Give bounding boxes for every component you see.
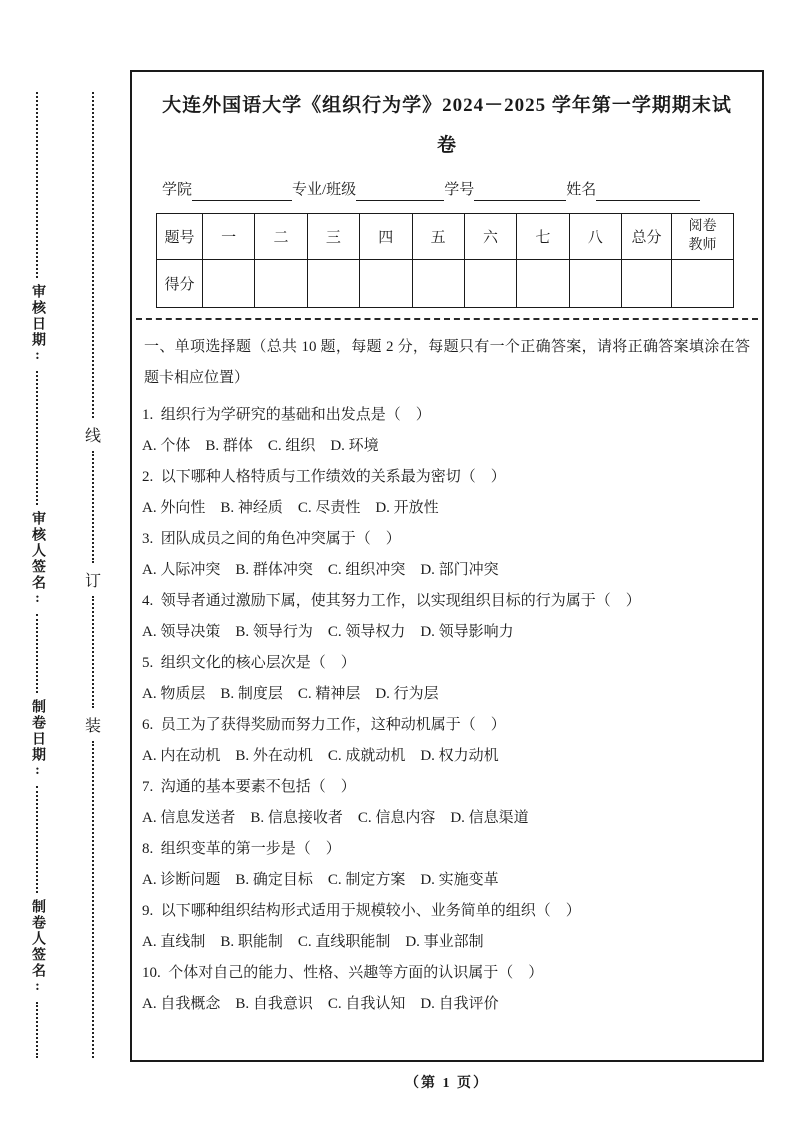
question-options: A. 领导决策 B. 领导行为 C. 领导权力 D. 领导影响力 [142,624,514,640]
score-cell-empty [307,260,359,308]
score-cell-empty [412,260,464,308]
question-block [142,958,752,1020]
score-table-header-row [157,214,734,260]
question-stem: 10. 个体对自己的能力、性格、兴趣等方面的认识属于（ ） [142,965,544,981]
exam-title-line1: 大连外国语大学《组织行为学》2024－2025 学年第一学期期末试 [162,95,732,116]
question-stem: 8. 组织变革的第一步是（ ） [142,841,341,857]
page-footer: （第 1 页） [405,1076,489,1091]
info-field-label: 专业/班级 [292,182,357,198]
binding-char: 线 [84,428,101,446]
question-options: A. 直线制 B. 职能制 C. 直线职能制 D. 事业部制 [142,934,484,950]
info-field-blank [474,181,566,201]
score-table-row2-label: 得分 [157,260,203,308]
dotted-binding-line [92,741,94,1058]
question-options: A. 人际冲突 B. 群体冲突 C. 组织冲突 D. 部门冲突 [142,562,499,578]
question-stem: 6. 员工为了获得奖励而努力工作，这种动机属于（ ） [142,717,506,733]
dotted-binding-line [36,92,38,278]
binding-char: 装 [84,718,101,736]
question-block [142,524,752,586]
score-col-header: 三 [307,214,359,260]
score-cell-empty [517,260,569,308]
score-cell-empty [255,260,307,308]
score-table-row1-label: 题号 [157,214,203,260]
question-stem: 1. 组织行为学研究的基础和出发点是（ ） [142,407,431,423]
margin-label: 审核日期: [30,283,45,365]
score-cell-empty [360,260,412,308]
question-options: A. 自我概念 B. 自我意识 C. 自我认知 D. 自我评价 [142,996,499,1012]
dotted-binding-line [36,371,38,506]
dotted-binding-line [92,596,94,708]
info-field-blank [596,181,700,201]
score-table [156,213,734,308]
score-cell-empty [464,260,516,308]
question-options: A. 信息发送者 B. 信息接收者 C. 信息内容 D. 信息渠道 [142,810,529,826]
questions-list [142,400,752,1020]
margin-label: 审核人签名: [30,511,45,609]
grader-header-text: 阅卷教师 [688,218,717,253]
dotted-binding-line [36,786,38,893]
question-stem: 7. 沟通的基本要素不包括（ ） [142,779,356,795]
score-col-header: 总分 [622,214,672,260]
dotted-binding-line [36,1002,38,1058]
question-options: A. 个体 B. 群体 C. 组织 D. 环境 [142,438,379,454]
binding-char: 订 [84,573,101,591]
exam-content-box [130,70,764,1062]
score-col-header: 二 [255,214,307,260]
score-cell-empty [622,260,672,308]
score-cell-empty [203,260,255,308]
score-cell-empty [672,260,734,308]
score-col-header: 一 [203,214,255,260]
question-options: A. 内在动机 B. 外在动机 C. 成就动机 D. 权力动机 [142,748,499,764]
score-col-header [672,214,734,260]
question-stem: 4. 领导者通过激励下属，使其努力工作，以实现组织目标的行为属于（ ） [142,593,641,609]
dotted-binding-line [92,451,94,563]
dotted-binding-line [36,614,38,693]
student-info-line [162,178,736,201]
question-stem: 9. 以下哪种组织结构形式适用于规模较小、业务简单的组织（ ） [142,903,581,919]
info-field-blank [356,181,444,201]
info-field-label: 姓名 [566,182,597,198]
question-options: A. 诊断问题 B. 确定目标 C. 制定方案 D. 实施变革 [142,872,499,888]
question-block [142,462,752,524]
score-cell-empty [569,260,621,308]
info-field-blank [192,181,292,201]
dotted-binding-line [92,92,94,418]
exam-title-line2: 卷 [436,135,457,156]
dashed-separator [136,318,758,320]
score-col-header: 五 [412,214,464,260]
question-block [142,400,752,462]
info-field-label: 学号 [444,182,475,198]
question-block [142,586,752,648]
section-heading: 一、单项选择题（总共 10 题，每题 2 分，每题只有一个正确答案，请将正确答案填涂在答题卡相应位置） [144,339,750,386]
question-block [142,834,752,896]
score-col-header: 四 [360,214,412,260]
question-options: A. 物质层 B. 制度层 C. 精神层 D. 行为层 [142,686,439,702]
margin-label: 制卷人签名: [30,899,45,997]
score-col-header: 七 [517,214,569,260]
question-options: A. 外向性 B. 神经质 C. 尽责性 D. 开放性 [142,500,439,516]
question-stem: 3. 团队成员之间的角色冲突属于（ ） [142,531,401,547]
binding-margin-labels [24,92,50,1058]
margin-label: 制卷日期: [30,699,45,781]
question-block [142,896,752,958]
score-col-header: 六 [464,214,516,260]
question-block [142,648,752,710]
exam-title [142,86,752,166]
question-stem: 2. 以下哪种人格特质与工作绩效的关系最为密切（ ） [142,469,506,485]
question-stem: 5. 组织文化的核心层次是（ ） [142,655,356,671]
info-field-label: 学院 [162,182,193,198]
question-block [142,710,752,772]
score-table-score-row [157,260,734,308]
question-block [142,772,752,834]
binding-line [82,92,104,1058]
score-col-header: 八 [569,214,621,260]
